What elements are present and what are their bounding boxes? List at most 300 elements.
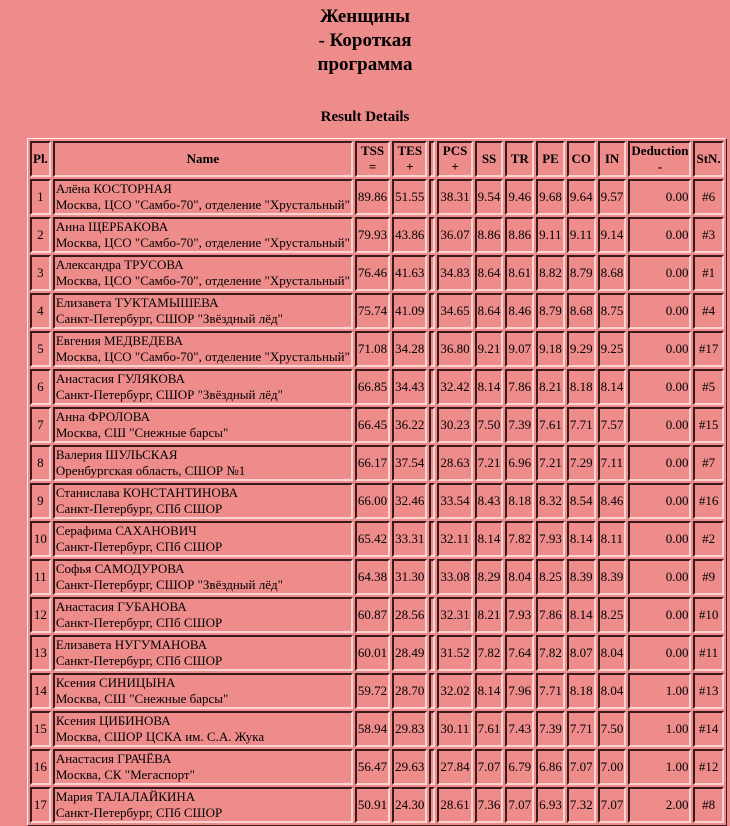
deduction-cell: 0.00 bbox=[628, 445, 691, 481]
ss-cell: 8.21 bbox=[475, 597, 504, 633]
tr-cell: 9.07 bbox=[505, 331, 534, 367]
spacer-cell bbox=[429, 787, 435, 823]
section-subtitle: Result Details bbox=[320, 109, 410, 125]
co-cell: 8.14 bbox=[567, 597, 596, 633]
table-row bbox=[30, 445, 724, 481]
place-cell: 4 bbox=[30, 293, 51, 329]
in-cell: 9.57 bbox=[598, 179, 627, 215]
skater-club: Москва, СШ "Снежные барсы" bbox=[55, 691, 229, 706]
pe-cell: 8.21 bbox=[536, 369, 565, 405]
pe-cell: 8.25 bbox=[536, 559, 565, 595]
skater-cell bbox=[53, 521, 353, 557]
skater-club: Москва, ЦСО "Самбо-70", отделение "Хрустальный" bbox=[55, 273, 350, 288]
page-title bbox=[0, 0, 730, 77]
start-number-cell: #17 bbox=[693, 331, 723, 367]
ss-cell: 7.61 bbox=[475, 711, 504, 747]
deduction-cell: 0.00 bbox=[628, 407, 691, 443]
tss-cell: 66.45 bbox=[355, 407, 390, 443]
header-spacer bbox=[429, 141, 435, 177]
pe-cell: 7.93 bbox=[536, 521, 565, 557]
header-tes-label: TES bbox=[397, 143, 423, 158]
skater-cell bbox=[53, 559, 353, 595]
co-cell: 9.11 bbox=[567, 217, 596, 253]
spacer-cell bbox=[429, 293, 435, 329]
tes-cell: 34.43 bbox=[392, 369, 427, 405]
in-cell: 8.46 bbox=[598, 483, 627, 519]
in-cell: 8.11 bbox=[598, 521, 627, 557]
in-cell: 8.04 bbox=[598, 673, 627, 709]
skater-club: Санкт-Петербург, СПб СШОР bbox=[55, 653, 223, 668]
start-number-cell: #8 bbox=[693, 787, 723, 823]
co-cell: 7.71 bbox=[567, 711, 596, 747]
skater-name: Александра ТРУСОВА bbox=[55, 257, 184, 272]
co-cell: 8.79 bbox=[567, 255, 596, 291]
tss-cell: 50.91 bbox=[355, 787, 390, 823]
header-tss-label: TSS bbox=[360, 143, 385, 158]
title-line-3: программа bbox=[317, 54, 413, 75]
header-pe: PE bbox=[536, 141, 565, 177]
spacer-cell bbox=[429, 445, 435, 481]
pcs-cell: 30.23 bbox=[437, 407, 472, 443]
table-row bbox=[30, 635, 724, 671]
ss-cell: 8.29 bbox=[475, 559, 504, 595]
table-row bbox=[30, 407, 724, 443]
start-number-cell: #16 bbox=[693, 483, 723, 519]
spacer-cell bbox=[429, 331, 435, 367]
skater-cell bbox=[53, 217, 353, 253]
deduction-cell: 0.00 bbox=[628, 255, 691, 291]
spacer-cell bbox=[429, 749, 435, 785]
tss-cell: 71.08 bbox=[355, 331, 390, 367]
pe-cell: 6.93 bbox=[536, 787, 565, 823]
skater-name: Анастасия ГУБАНОВА bbox=[55, 599, 187, 614]
pe-cell: 8.79 bbox=[536, 293, 565, 329]
place-cell: 5 bbox=[30, 331, 51, 367]
pcs-cell: 33.54 bbox=[437, 483, 472, 519]
spacer-cell bbox=[429, 179, 435, 215]
place-cell: 16 bbox=[30, 749, 51, 785]
table-row bbox=[30, 521, 724, 557]
skater-name: Анна ФРОЛОВА bbox=[55, 409, 150, 424]
deduction-cell: 0.00 bbox=[628, 217, 691, 253]
spacer-cell bbox=[429, 483, 435, 519]
skater-club: Оренбургская область, СШОР №1 bbox=[55, 463, 246, 478]
co-cell: 8.18 bbox=[567, 369, 596, 405]
co-cell: 7.71 bbox=[567, 407, 596, 443]
title-line-2: - Короткая bbox=[318, 30, 412, 51]
pe-cell: 7.82 bbox=[536, 635, 565, 671]
in-cell: 8.68 bbox=[598, 255, 627, 291]
pcs-cell: 34.65 bbox=[437, 293, 472, 329]
pcs-cell: 32.31 bbox=[437, 597, 472, 633]
tss-cell: 66.00 bbox=[355, 483, 390, 519]
start-number-cell: #14 bbox=[693, 711, 723, 747]
tr-cell: 7.07 bbox=[505, 787, 534, 823]
tr-cell: 7.86 bbox=[505, 369, 534, 405]
skater-cell bbox=[53, 293, 353, 329]
results-table bbox=[27, 138, 727, 826]
deduction-cell: 1.00 bbox=[628, 711, 691, 747]
start-number-cell: #10 bbox=[693, 597, 723, 633]
spacer-cell bbox=[429, 521, 435, 557]
pcs-cell: 34.83 bbox=[437, 255, 472, 291]
ss-cell: 9.54 bbox=[475, 179, 504, 215]
pe-cell: 7.86 bbox=[536, 597, 565, 633]
deduction-cell: 0.00 bbox=[628, 483, 691, 519]
pcs-cell: 30.11 bbox=[437, 711, 472, 747]
pe-cell: 7.71 bbox=[536, 673, 565, 709]
pcs-cell: 32.02 bbox=[437, 673, 472, 709]
spacer-cell bbox=[429, 369, 435, 405]
tss-cell: 76.46 bbox=[355, 255, 390, 291]
tes-cell: 24.30 bbox=[392, 787, 427, 823]
skater-club: Москва, ЦСО "Самбо-70", отделение "Хрустальный" bbox=[55, 235, 350, 250]
ss-cell: 9.21 bbox=[475, 331, 504, 367]
tr-cell: 7.39 bbox=[505, 407, 534, 443]
skater-cell bbox=[53, 369, 353, 405]
co-cell: 7.07 bbox=[567, 749, 596, 785]
table-row bbox=[30, 217, 724, 253]
co-cell: 8.18 bbox=[567, 673, 596, 709]
deduction-cell: 1.00 bbox=[628, 749, 691, 785]
start-number-cell: #3 bbox=[693, 217, 723, 253]
table-row bbox=[30, 673, 724, 709]
header-pcs bbox=[437, 141, 472, 177]
in-cell: 7.57 bbox=[598, 407, 627, 443]
skater-cell bbox=[53, 179, 353, 215]
tss-cell: 59.72 bbox=[355, 673, 390, 709]
pe-cell: 6.86 bbox=[536, 749, 565, 785]
tss-cell: 56.47 bbox=[355, 749, 390, 785]
ss-cell: 7.21 bbox=[475, 445, 504, 481]
table-row bbox=[30, 483, 724, 519]
pe-cell: 9.18 bbox=[536, 331, 565, 367]
table-row bbox=[30, 369, 724, 405]
deduction-cell: 0.00 bbox=[628, 369, 691, 405]
tss-cell: 65.42 bbox=[355, 521, 390, 557]
deduction-cell: 0.00 bbox=[628, 597, 691, 633]
in-cell: 9.25 bbox=[598, 331, 627, 367]
ss-cell: 8.14 bbox=[475, 521, 504, 557]
skater-name: Евгения МЕДВЕДЕВА bbox=[55, 333, 183, 348]
start-number-cell: #15 bbox=[693, 407, 723, 443]
table-row bbox=[30, 559, 724, 595]
skater-club: Москва, ЦСО "Самбо-70", отделение "Хрустальный" bbox=[55, 197, 350, 212]
start-number-cell: #6 bbox=[693, 179, 723, 215]
skater-cell bbox=[53, 711, 353, 747]
pcs-cell: 36.07 bbox=[437, 217, 472, 253]
spacer-cell bbox=[429, 597, 435, 633]
tr-cell: 7.43 bbox=[505, 711, 534, 747]
pcs-cell: 33.08 bbox=[437, 559, 472, 595]
skater-name: Валерия ШУЛЬСКАЯ bbox=[55, 447, 178, 462]
skater-cell bbox=[53, 407, 353, 443]
tr-cell: 8.04 bbox=[505, 559, 534, 595]
tr-cell: 7.93 bbox=[505, 597, 534, 633]
header-place: Pl. bbox=[30, 141, 51, 177]
header-start-number: StN. bbox=[693, 141, 723, 177]
header-ss: SS bbox=[475, 141, 504, 177]
tr-cell: 8.18 bbox=[505, 483, 534, 519]
co-cell: 8.39 bbox=[567, 559, 596, 595]
header-pcs-label: PCS bbox=[442, 143, 468, 158]
start-number-cell: #9 bbox=[693, 559, 723, 595]
in-cell: 7.50 bbox=[598, 711, 627, 747]
skater-club: Санкт-Петербург, СПб СШОР bbox=[55, 501, 223, 516]
skater-cell bbox=[53, 255, 353, 291]
spacer-cell bbox=[429, 635, 435, 671]
place-cell: 10 bbox=[30, 521, 51, 557]
header-tss bbox=[355, 141, 390, 177]
skater-name: Елизавета ТУКТАМЫШЕВА bbox=[55, 295, 219, 310]
tes-cell: 34.28 bbox=[392, 331, 427, 367]
place-cell: 8 bbox=[30, 445, 51, 481]
in-cell: 9.14 bbox=[598, 217, 627, 253]
deduction-cell: 0.00 bbox=[628, 559, 691, 595]
pcs-cell: 31.52 bbox=[437, 635, 472, 671]
skater-club: Москва, СШ "Снежные барсы" bbox=[55, 425, 229, 440]
tes-cell: 36.22 bbox=[392, 407, 427, 443]
tss-cell: 66.17 bbox=[355, 445, 390, 481]
skater-name: Станислава КОНСТАНТИНОВА bbox=[55, 485, 239, 500]
tes-cell: 29.63 bbox=[392, 749, 427, 785]
skater-name: Елизавета НУГУМАНОВА bbox=[55, 637, 208, 652]
pe-cell: 7.61 bbox=[536, 407, 565, 443]
deduction-cell: 0.00 bbox=[628, 293, 691, 329]
start-number-cell: #2 bbox=[693, 521, 723, 557]
tss-cell: 75.74 bbox=[355, 293, 390, 329]
table-row bbox=[30, 293, 724, 329]
skater-cell bbox=[53, 597, 353, 633]
place-cell: 9 bbox=[30, 483, 51, 519]
title-line-1: Женщины bbox=[320, 6, 410, 27]
pe-cell: 9.68 bbox=[536, 179, 565, 215]
tes-cell: 29.83 bbox=[392, 711, 427, 747]
header-name: Name bbox=[53, 141, 353, 177]
skater-cell bbox=[53, 749, 353, 785]
tes-cell: 37.54 bbox=[392, 445, 427, 481]
tes-cell: 31.30 bbox=[392, 559, 427, 595]
in-cell: 7.11 bbox=[598, 445, 627, 481]
ss-cell: 8.14 bbox=[475, 673, 504, 709]
header-tss-op: = bbox=[368, 159, 377, 174]
pcs-cell: 27.84 bbox=[437, 749, 472, 785]
tr-cell: 6.79 bbox=[505, 749, 534, 785]
pcs-cell: 32.11 bbox=[437, 521, 472, 557]
header-deduction-op: - bbox=[657, 159, 663, 174]
pe-cell: 7.39 bbox=[536, 711, 565, 747]
header-tr: TR bbox=[505, 141, 534, 177]
header-tes bbox=[392, 141, 427, 177]
in-cell: 8.39 bbox=[598, 559, 627, 595]
tes-cell: 32.46 bbox=[392, 483, 427, 519]
co-cell: 7.32 bbox=[567, 787, 596, 823]
header-deduction bbox=[628, 141, 691, 177]
skater-cell bbox=[53, 635, 353, 671]
in-cell: 7.07 bbox=[598, 787, 627, 823]
co-cell: 8.14 bbox=[567, 521, 596, 557]
deduction-cell: 0.00 bbox=[628, 635, 691, 671]
deduction-cell: 0.00 bbox=[628, 521, 691, 557]
ss-cell: 7.36 bbox=[475, 787, 504, 823]
skater-club: Москва, СШОР ЦСКА им. С.А. Жука bbox=[55, 729, 265, 744]
ss-cell: 8.43 bbox=[475, 483, 504, 519]
deduction-cell: 1.00 bbox=[628, 673, 691, 709]
tss-cell: 58.94 bbox=[355, 711, 390, 747]
co-cell: 8.54 bbox=[567, 483, 596, 519]
header-in: IN bbox=[598, 141, 627, 177]
tss-cell: 60.01 bbox=[355, 635, 390, 671]
table-row bbox=[30, 597, 724, 633]
pcs-cell: 32.42 bbox=[437, 369, 472, 405]
in-cell: 8.75 bbox=[598, 293, 627, 329]
tes-cell: 33.31 bbox=[392, 521, 427, 557]
ss-cell: 8.64 bbox=[475, 293, 504, 329]
table-row bbox=[30, 331, 724, 367]
skater-club: Санкт-Петербург, СШОР "Звёздный лёд" bbox=[55, 311, 283, 326]
skater-name: Серафима САХАНОВИЧ bbox=[55, 523, 197, 538]
skater-club: Санкт-Петербург, СПб СШОР bbox=[55, 539, 223, 554]
co-cell: 8.68 bbox=[567, 293, 596, 329]
start-number-cell: #11 bbox=[693, 635, 723, 671]
in-cell: 8.04 bbox=[598, 635, 627, 671]
tr-cell: 7.96 bbox=[505, 673, 534, 709]
skater-cell bbox=[53, 787, 353, 823]
deduction-cell: 0.00 bbox=[628, 179, 691, 215]
skater-cell bbox=[53, 445, 353, 481]
tr-cell: 9.46 bbox=[505, 179, 534, 215]
place-cell: 11 bbox=[30, 559, 51, 595]
place-cell: 3 bbox=[30, 255, 51, 291]
tr-cell: 6.96 bbox=[505, 445, 534, 481]
header-pcs-op: + bbox=[451, 159, 459, 174]
spacer-cell bbox=[429, 217, 435, 253]
skater-club: Москва, СК "Мегаспорт" bbox=[55, 767, 195, 782]
place-cell: 14 bbox=[30, 673, 51, 709]
skater-club: Санкт-Петербург, СШОР "Звёздный лёд" bbox=[55, 387, 283, 402]
co-cell: 8.07 bbox=[567, 635, 596, 671]
spacer-cell bbox=[429, 711, 435, 747]
skater-cell bbox=[53, 483, 353, 519]
table-row bbox=[30, 749, 724, 785]
skater-name: Мария ТАЛАЛАЙКИНА bbox=[55, 789, 196, 804]
start-number-cell: #4 bbox=[693, 293, 723, 329]
ss-cell: 7.50 bbox=[475, 407, 504, 443]
skater-cell bbox=[53, 331, 353, 367]
ss-cell: 7.82 bbox=[475, 635, 504, 671]
in-cell: 7.00 bbox=[598, 749, 627, 785]
tes-cell: 28.56 bbox=[392, 597, 427, 633]
pcs-cell: 28.61 bbox=[437, 787, 472, 823]
tr-cell: 8.61 bbox=[505, 255, 534, 291]
tes-cell: 28.49 bbox=[392, 635, 427, 671]
tss-cell: 89.86 bbox=[355, 179, 390, 215]
header-co: CO bbox=[567, 141, 596, 177]
place-cell: 6 bbox=[30, 369, 51, 405]
tes-cell: 41.63 bbox=[392, 255, 427, 291]
co-cell: 7.29 bbox=[567, 445, 596, 481]
tes-cell: 28.70 bbox=[392, 673, 427, 709]
tr-cell: 7.82 bbox=[505, 521, 534, 557]
skater-name: Ксения ЦИБИНОВА bbox=[55, 713, 171, 728]
skater-name: Анастасия ГУЛЯКОВА bbox=[55, 371, 185, 386]
skater-club: Санкт-Петербург, СПб СШОР bbox=[55, 615, 223, 630]
skater-name: Алёна КОСТОРНАЯ bbox=[55, 181, 172, 196]
tss-cell: 64.38 bbox=[355, 559, 390, 595]
spacer-cell bbox=[429, 673, 435, 709]
tes-cell: 41.09 bbox=[392, 293, 427, 329]
skater-name: Анна ЩЕРБАКОВА bbox=[55, 219, 169, 234]
header-tes-op: + bbox=[406, 159, 414, 174]
start-number-cell: #13 bbox=[693, 673, 723, 709]
tr-cell: 8.86 bbox=[505, 217, 534, 253]
pe-cell: 7.21 bbox=[536, 445, 565, 481]
deduction-cell: 0.00 bbox=[628, 331, 691, 367]
pcs-cell: 28.63 bbox=[437, 445, 472, 481]
in-cell: 8.25 bbox=[598, 597, 627, 633]
place-cell: 7 bbox=[30, 407, 51, 443]
pcs-cell: 38.31 bbox=[437, 179, 472, 215]
in-cell: 8.14 bbox=[598, 369, 627, 405]
pe-cell: 8.82 bbox=[536, 255, 565, 291]
spacer-cell bbox=[429, 407, 435, 443]
skater-club: Санкт-Петербург, СПб СШОР bbox=[55, 805, 223, 820]
skater-name: Ксения СИНИЦЫНА bbox=[55, 675, 176, 690]
tss-cell: 60.87 bbox=[355, 597, 390, 633]
skater-club: Санкт-Петербург, СШОР "Звёздный лёд" bbox=[55, 577, 283, 592]
table-row bbox=[30, 711, 724, 747]
co-cell: 9.64 bbox=[567, 179, 596, 215]
header-row bbox=[30, 141, 724, 177]
place-cell: 12 bbox=[30, 597, 51, 633]
skater-club: Москва, ЦСО "Самбо-70", отделение "Хрустальный" bbox=[55, 349, 350, 364]
start-number-cell: #5 bbox=[693, 369, 723, 405]
place-cell: 2 bbox=[30, 217, 51, 253]
skater-cell bbox=[53, 673, 353, 709]
pcs-cell: 36.80 bbox=[437, 331, 472, 367]
deduction-cell: 2.00 bbox=[628, 787, 691, 823]
start-number-cell: #7 bbox=[693, 445, 723, 481]
table-row bbox=[30, 787, 724, 823]
table-row bbox=[30, 179, 724, 215]
place-cell: 13 bbox=[30, 635, 51, 671]
tss-cell: 79.93 bbox=[355, 217, 390, 253]
tr-cell: 7.64 bbox=[505, 635, 534, 671]
co-cell: 9.29 bbox=[567, 331, 596, 367]
spacer-cell bbox=[429, 255, 435, 291]
tes-cell: 51.55 bbox=[392, 179, 427, 215]
start-number-cell: #1 bbox=[693, 255, 723, 291]
table-row bbox=[30, 255, 724, 291]
ss-cell: 8.14 bbox=[475, 369, 504, 405]
place-cell: 17 bbox=[30, 787, 51, 823]
pe-cell: 9.11 bbox=[536, 217, 565, 253]
spacer-cell bbox=[429, 559, 435, 595]
header-deduction-label: Deduction bbox=[631, 143, 689, 158]
place-cell: 15 bbox=[30, 711, 51, 747]
ss-cell: 7.07 bbox=[475, 749, 504, 785]
tes-cell: 43.86 bbox=[392, 217, 427, 253]
ss-cell: 8.64 bbox=[475, 255, 504, 291]
place-cell: 1 bbox=[30, 179, 51, 215]
tr-cell: 8.46 bbox=[505, 293, 534, 329]
skater-name: Софья САМОДУРОВА bbox=[55, 561, 185, 576]
ss-cell: 8.86 bbox=[475, 217, 504, 253]
start-number-cell: #12 bbox=[693, 749, 723, 785]
skater-name: Анастасия ГРАЧЁВА bbox=[55, 751, 172, 766]
tss-cell: 66.85 bbox=[355, 369, 390, 405]
pe-cell: 8.32 bbox=[536, 483, 565, 519]
